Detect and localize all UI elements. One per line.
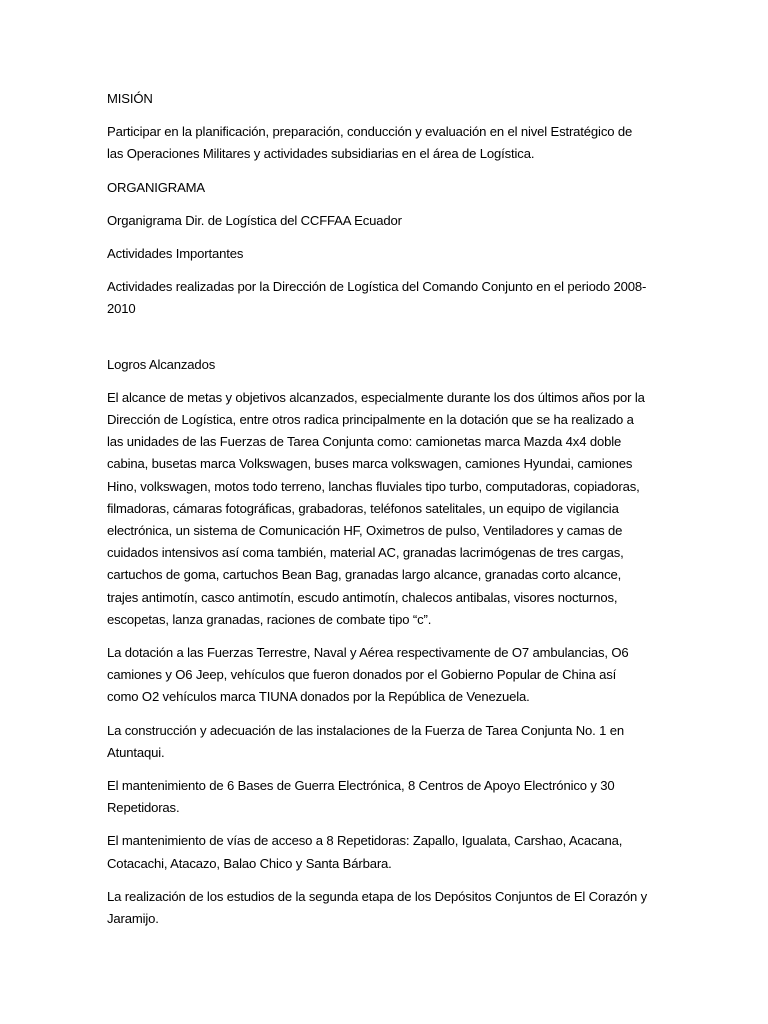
actividades-heading: Actividades Importantes	[107, 246, 244, 262]
mision-text: Participar en la planificación, preparación, conducción y evaluación en el nivel Estratégico de las Operaciones Militares y actividades subsidiarias en el área de Logística.	[107, 124, 633, 162]
logros-paragraph-5: El mantenimiento de vías de acceso a 8 Repetidoras: Zapallo, Igualata, Carshao, Acacana, Cotacachi, Atacazo, Balao Chico y Santa Bárbara.	[107, 833, 623, 871]
organigrama-heading: ORGANIGRAMA	[107, 179, 206, 195]
logros-paragraph-4: El mantenimiento de 6 Bases de Guerra Electrónica, 8 Centros de Apoyo Electrónico y 30 Repetidoras.	[107, 778, 615, 816]
logros-heading: Logros Alcanzados	[107, 356, 216, 372]
logros-paragraph-1: El alcance de metas y objetivos alcanzados, especialmente durante los dos últimos años por la Dirección de Logística, entre otros radica principalmente en la dotación que se ha realizado a las unidades de las Fuerzas de Tarea Conjunta como: camionetas marca Mazda 4x4 doble cabina, busetas marca Volkswagen, buses marca volkswagen, camiones Hyundai, camiones Hino, volkswagen, motos todo terreno, lanchas fluviales tipo turbo, computadoras, copiadoras, filmadoras, cámaras fotográficas, grabadoras, teléfonos satelitales, un equipo de vigilancia electrónica, un sistema de Comunicación HF, Oximetros de pulso, Ventiladores y camas de cuidados intensivos así coma también, material AC, granadas lacrimógenas de tres cargas, cartuchos de goma, cartuchos Bean Bag, granadas largo alcance, granadas corto alcance, trajes antimotín, casco antimotín, escudo antimotín, chalecos antibalas, visores nocturnos, escopetas, lanza granadas, raciones de combate tipo “c”.	[107, 389, 645, 627]
logros-paragraph-6: La realización de los estudios de la segunda etapa de los Depósitos Conjuntos de El Corazón y Jaramijo.	[107, 888, 647, 927]
organigrama-text: Organigrama Dir. de Logística del CCFFAA Ecuador	[107, 212, 402, 228]
logros-paragraph-2: La dotación a las Fuerzas Terrestre, Naval y Aérea respectivamente de O7 ambulancias, O6 camiones y O6 Jeep, vehículos que fueron donados por el Gobierno Popular de China así como O2 vehículos marca TIUNA donados por la República de Venezuela.	[107, 645, 629, 705]
actividades-text: Actividades realizadas por la Dirección de Logística del Comando Conjunto en el periodo 2008-2010	[107, 279, 647, 317]
mision-heading: MISIÓN	[107, 91, 153, 106]
document-body	[107, 88, 647, 941]
logros-paragraph-3: La construcción y adecuación de las instalaciones de la Fuerza de Tarea Conjunta No. 1 en Atuntaqui.	[107, 722, 625, 760]
